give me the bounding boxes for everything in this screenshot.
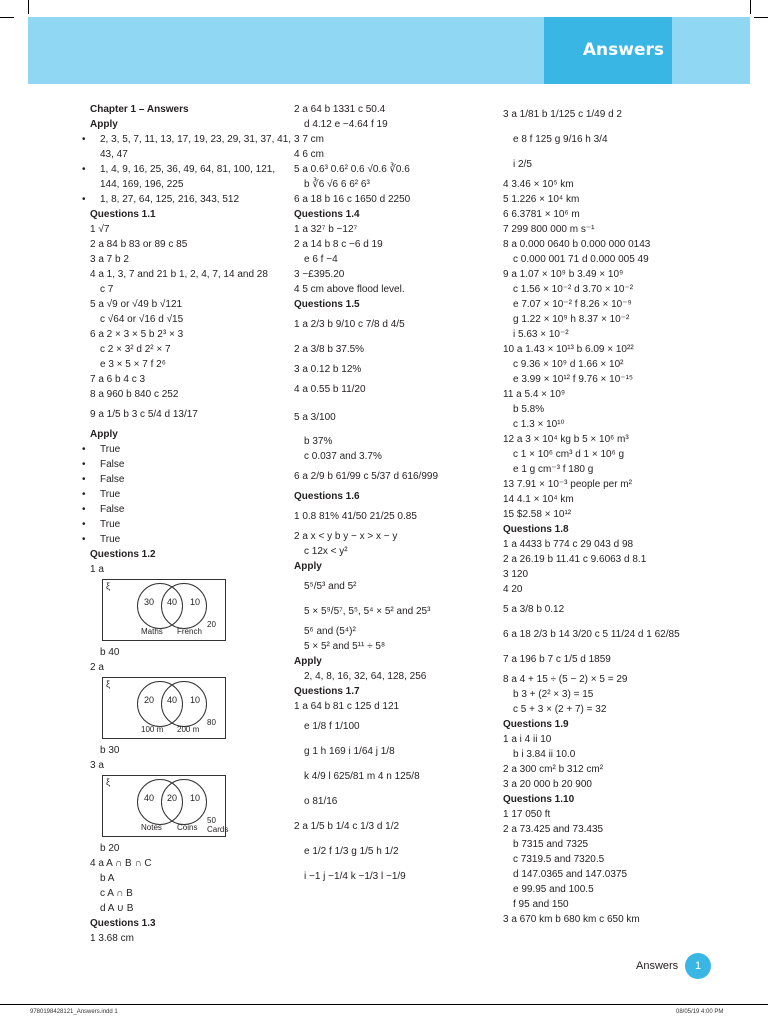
answer-line: e 6 f −4 [304,254,338,265]
answer-line: d 147.0365 and 147.0375 [513,869,627,880]
section-heading: Apply [90,429,118,440]
venn-value: 40 [167,597,178,607]
answer-line: 4 3.46 × 10⁵ km [503,179,574,190]
answer-line: c 1 × 10⁶ cm³ d 1 × 10⁶ g [513,449,625,460]
answer-line: • False [90,472,285,487]
answer-line: 1 a [90,564,104,575]
answer-line: c 12x < y² [304,546,348,557]
answer-line: • 1, 4, 9, 16, 25, 36, 49, 64, 81, 100, 121, [90,162,285,177]
answer-line: e 99.95 and 100.5 [513,884,594,895]
answer-line: 4 a 0.55 b 11/20 [294,384,366,395]
section-heading: Questions 1.7 [294,686,360,697]
answer-line: b 20 [100,843,120,854]
answer-line: i 2/5 [513,159,532,170]
venn-diagram [102,775,229,837]
answer-line: 5 1.226 × 10⁴ km [503,194,580,205]
answer-line: 3 7 cm [294,134,325,145]
answer-line: d 4.12 e −4.64 f 19 [304,119,388,130]
answer-line: c 0.037 and 3.7% [304,451,382,462]
answer-line: 3 a [90,760,104,771]
venn-label: 100 m [141,725,164,734]
answer-line: b 30 [100,745,120,756]
answer-line: 5 × 5⁹/5⁷, 5⁵, 5⁴ × 5² and 25³ [304,606,431,617]
answer-line: e 1/8 f 1/100 [304,721,360,732]
answer-line: 3 a 670 km b 680 km c 650 km [503,914,640,925]
answer-line: d A ∪ B [100,903,134,914]
answer-line: 3 a 0.12 b 12% [294,364,362,375]
venn-value: 40 [167,695,178,705]
section-heading: Questions 1.3 [90,918,156,929]
crop-mark [0,17,14,18]
answer-line: • True [90,442,285,457]
section-heading: Chapter 1 – Answers [90,104,189,115]
answer-line: c 1.3 × 10¹⁰ [513,419,565,430]
answer-line: 5 × 5² and 5¹¹ ÷ 5⁸ [304,641,386,652]
section-heading: Questions 1.4 [294,209,360,220]
answer-line: 1 a 2/3 b 9/10 c 7/8 d 4/5 [294,319,405,330]
answer-line: 2 a 26.19 b 11.41 c 9.6063 d 8.1 [503,554,647,565]
answer-line: 4 5 cm above flood level. [294,284,405,295]
answer-line: 6 a 2/9 b 61/99 c 5/37 d 616/999 [294,471,439,482]
answer-line: i 5.63 × 10⁻² [513,329,569,340]
answer-line: 6 6.3781 × 10⁶ m [503,209,580,220]
answer-line: c √64 or √16 d √15 [100,314,184,325]
answer-line: 2 a 1/5 b 1/4 c 1/3 d 1/2 [294,821,400,832]
answer-line: c 5 + 3 × (2 + 7) = 32 [513,704,607,715]
answer-line: b ∛6 √6 6 6² 6³ [304,179,370,190]
universal-set-symbol: ξ [106,679,111,689]
venn-label: 200 m [177,725,200,734]
header-tab [672,17,750,84]
answer-line: f 95 and 150 [513,899,569,910]
venn-value: 30 [144,597,155,607]
venn-value: 80 [207,718,216,727]
answer-line: e 1/2 f 1/3 g 1/5 h 1/2 [304,846,399,857]
crop-mark [28,0,29,14]
section-heading: Questions 1.1 [90,209,156,220]
answer-line: • True [90,532,285,547]
answers-column-2 [294,102,499,889]
answer-line: b 5.8% [513,404,545,415]
answer-line: 11 a 5.4 × 10⁹ [503,389,566,400]
answer-line: 1 17 050 ft [503,809,551,820]
answer-line: 13 7.91 × 10⁻³ people per m² [503,479,632,490]
answer-line: 15 $2.58 × 10¹² [503,509,572,520]
answer-line: e 1 g cm⁻³ f 180 g [513,464,594,475]
answer-line: e 3.99 × 10¹² f 9.76 × 10⁻¹⁵ [513,374,634,385]
section-heading: Apply [294,656,322,667]
answer-line: e 3 × 5 × 7 f 2⁶ [100,359,166,370]
answer-line: 4 a 1, 3, 7 and 21 b 1, 2, 4, 7, 14 and 28 [90,269,268,280]
venn-value: 40 [144,793,155,803]
answer-line: • True [90,517,285,532]
answer-line: 7 299 800 000 m s⁻¹ [503,224,595,235]
venn-label: Maths [141,627,163,636]
answer-line: 3 a 20 000 b 20 900 [503,779,592,790]
answer-line: 7 a 6 b 4 c 3 [90,374,146,385]
answer-line: c 9.36 × 10⁹ d 1.66 × 10² [513,359,624,370]
page-number: 1 [685,953,711,979]
answer-line: 9 a 1.07 × 10⁹ b 3.49 × 10⁹ [503,269,624,280]
answer-line: 10 a 1.43 × 10¹³ b 6.09 × 10²² [503,344,634,355]
answer-line: 43, 47 [100,149,128,160]
page-title: Answers [582,40,664,60]
venn-label: Notes [141,823,162,832]
venn-label: Coins [177,823,198,832]
answer-line: 4 a A ∩ B ∩ C [90,858,152,869]
answer-line: k 4/9 l 625/81 m 4 n 125/8 [304,771,420,782]
answer-line: 5⁶ and (5⁴)² [304,626,356,637]
answer-line: 5⁵/5³ and 5² [304,581,357,592]
answer-line: 7 a 196 b 7 c 1/5 d 1859 [503,654,611,665]
answer-line: c A ∩ B [100,888,133,899]
slug-date: 08/05/19 4:00 PM [676,1009,724,1015]
answer-line: 14 4.1 × 10⁴ km [503,494,574,505]
universal-set-symbol: ξ [106,777,111,787]
section-heading: Questions 1.10 [503,794,575,805]
answer-line: 6 a 18 2/3 b 14 3/20 c 5 11/24 d 1 62/85 [503,629,680,640]
answer-line: 3 −£395.20 [294,269,345,280]
answer-line: b 40 [100,647,120,658]
footer-label: Answers [636,960,679,972]
section-heading: Questions 1.2 [90,549,156,560]
answer-line: 1 a 64 b 81 c 125 d 121 [294,701,400,712]
answer-line: • False [90,502,285,517]
answer-line: 2 a 300 cm² b 312 cm² [503,764,604,775]
answer-line: e 7.07 × 10⁻² f 8.26 × 10⁻⁹ [513,299,632,310]
section-heading: Apply [294,561,322,572]
answer-line: i −1 j −1/4 k −1/3 l −1/9 [304,871,406,882]
answer-line: 1 a 32⁷ b −12⁷ [294,224,358,235]
answer-line: 5 a 3/100 [294,412,336,423]
answer-line: 2 a 64 b 1331 c 50.4 [294,104,386,115]
answer-line: 9 a 1/5 b 3 c 5/4 d 13/17 [90,409,198,420]
answer-line: 2 a x < y b y − x > x − y [294,531,398,542]
venn-value: 50 Cards [207,816,229,834]
answer-line: o 81/16 [304,796,338,807]
answer-line: • 1, 8, 27, 64, 125, 216, 343, 512 [90,192,285,207]
answer-line: 2, 4, 8, 16, 32, 64, 128, 256 [304,671,427,682]
answer-line: 8 a 0.000 0640 b 0.000 000 0143 [503,239,651,250]
venn-value: 20 [144,695,155,705]
answer-line: 5 a 0.6³ 0.6² 0.6 √0.6 ∛0.6 [294,164,410,175]
answer-line: b A [100,873,115,884]
answer-line: c 7 [100,284,114,295]
answer-line: 5 a 3/8 b 0.12 [503,604,565,615]
answer-line: b 7315 and 7325 [513,839,589,850]
venn-value: 10 [190,793,201,803]
answer-line: 3 a 7 b 2 [90,254,129,265]
venn-label: French [177,627,202,636]
answer-line: • True [90,487,285,502]
section-heading: Questions 1.5 [294,299,360,310]
answer-line: 2 a [90,662,104,673]
answer-line: b 37% [304,436,333,447]
answer-line: 1 a 4433 b 774 c 29 043 d 98 [503,539,634,550]
answer-line: b 3 + (2² × 3) = 15 [513,689,594,700]
answer-line: c 2 × 3² d 2² × 7 [100,344,171,355]
section-heading: Apply [90,119,118,130]
answer-line: e 8 f 125 g 9/16 h 3/4 [513,134,608,145]
answer-line: 8 a 960 b 840 c 252 [90,389,179,400]
answer-line: • 2, 3, 5, 7, 11, 13, 17, 19, 23, 29, 31, 37, 41, [90,132,285,147]
venn-diagram [102,579,226,641]
section-heading: Questions 1.9 [503,719,569,730]
answer-line: 2 a 3/8 b 37.5% [294,344,365,355]
answer-line: 5 a √9 or √49 b √121 [90,299,183,310]
answer-line: c 7319.5 and 7320.5 [513,854,605,865]
venn-diagram [102,677,226,739]
answer-line: b i 3.84 ii 10.0 [513,749,576,760]
answer-line: 6 a 18 b 16 c 1650 d 2250 [294,194,411,205]
slug-rule [0,1004,768,1005]
answer-line: 2 a 14 b 8 c −6 d 19 [294,239,383,250]
answer-line: 144, 169, 196, 225 [100,179,184,190]
answer-line: • False [90,457,285,472]
venn-value: 10 [190,695,201,705]
crop-mark [750,0,751,14]
answer-line: c 1.56 × 10⁻² d 3.70 × 10⁻² [513,284,634,295]
answer-line: 1 3.68 cm [90,933,134,944]
answer-line: g 1.22 × 10⁹ h 8.37 × 10⁻² [513,314,630,325]
answer-line: c 0.000 001 71 d 0.000 005 49 [513,254,649,265]
answer-line: 4 20 [503,584,523,595]
answer-line: 3 120 [503,569,529,580]
answer-line: 2 a 84 b 83 or 89 c 85 [90,239,188,250]
answer-line: 8 a 4 + 15 ÷ (5 − 2) × 5 = 29 [503,674,628,685]
crop-mark [754,17,768,18]
slug-filename: 9780198428121_Answers.indd 1 [30,1009,118,1015]
venn-value: 20 [167,793,178,803]
answer-line: 3 a 1/81 b 1/125 c 1/49 d 2 [503,109,622,120]
answer-line: 1 0.8 81% 41/50 21/25 0.85 [294,511,417,522]
answer-line: 4 6 cm [294,149,325,160]
answers-column-3 [503,102,743,927]
answer-line: 12 a 3 × 10⁴ kg b 5 × 10⁶ m³ [503,434,629,445]
answer-line: 6 a 2 × 3 × 5 b 2³ × 3 [90,329,184,340]
answer-line: 1 a i 4 ii 10 [503,734,552,745]
answers-column-1 [90,102,292,946]
answer-line: 1 √7 [90,224,110,235]
universal-set-symbol: ξ [106,581,111,591]
answer-line: g 1 h 169 i 1/64 j 1/8 [304,746,395,757]
section-heading: Questions 1.6 [294,491,360,502]
venn-value: 20 [207,620,216,629]
venn-value: 10 [190,597,201,607]
answer-line: 2 a 73.425 and 73.435 [503,824,604,835]
section-heading: Questions 1.8 [503,524,569,535]
